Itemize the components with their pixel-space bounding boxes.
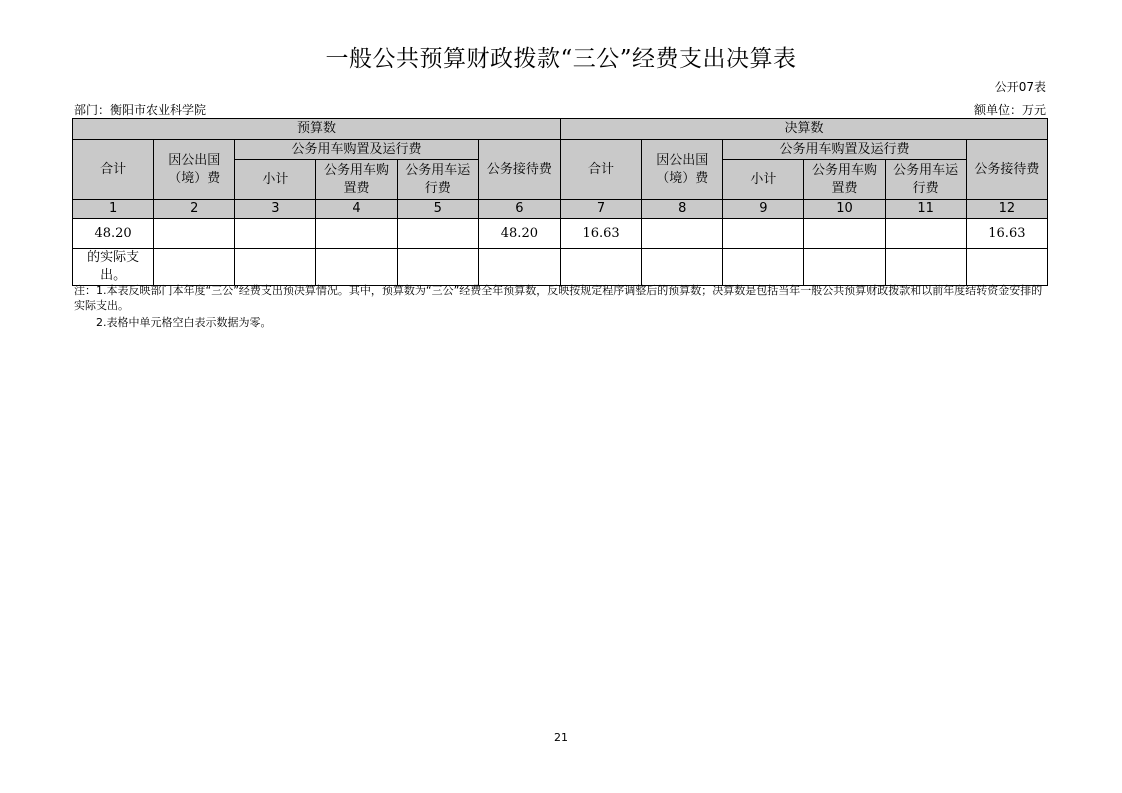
budget-reception-header: 公务接待费	[478, 140, 560, 200]
department-label: 部门：衡阳市农业科学院	[74, 103, 207, 117]
final-abroad-header: 因公出国（境）费	[642, 140, 723, 200]
budget-vehicle-group-header: 公务用车购置及运行费	[235, 140, 478, 160]
empty-cell	[642, 249, 723, 286]
column-index: 7	[560, 200, 641, 219]
budget-total-header: 合计	[73, 140, 154, 200]
empty-cell	[804, 249, 885, 286]
page-title: 一般公共预算财政拨款“三公”经费支出决算表	[325, 46, 797, 72]
budget-vehicle-purchase-value	[316, 219, 397, 249]
column-index: 2	[154, 200, 235, 219]
final-group-header: 决算数	[560, 119, 1047, 140]
budget-vehicle-operation-value	[397, 219, 478, 249]
budget-vehicle-operation-header: 公务用车运行费	[397, 160, 478, 200]
final-vehicle-purchase-value	[804, 219, 885, 249]
budget-group-header: 预算数	[73, 119, 561, 140]
column-index: 4	[316, 200, 397, 219]
empty-cell	[316, 249, 397, 286]
final-subtotal-header: 小计	[723, 160, 804, 200]
empty-cell	[885, 249, 966, 286]
column-index: 3	[235, 200, 316, 219]
column-index: 9	[723, 200, 804, 219]
final-vehicle-group-header: 公务用车购置及运行费	[723, 140, 966, 160]
final-total-header: 合计	[560, 140, 641, 200]
budget-abroad-value	[154, 219, 235, 249]
column-index: 10	[804, 200, 885, 219]
column-index: 12	[966, 200, 1047, 219]
empty-cell	[723, 249, 804, 286]
form-number: 公开07表	[994, 80, 1046, 94]
page-number: 21	[554, 731, 568, 744]
final-abroad-value	[642, 219, 723, 249]
empty-cell	[560, 249, 641, 286]
empty-cell	[154, 249, 235, 286]
final-reception-value: 16.63	[966, 219, 1047, 249]
budget-abroad-header: 因公出国（境）费	[154, 140, 235, 200]
empty-cell	[478, 249, 560, 286]
final-vehicle-purchase-header: 公务用车购置费	[804, 160, 885, 200]
empty-cell	[966, 249, 1047, 286]
final-total-value: 16.63	[560, 219, 641, 249]
budget-subtotal-header: 小计	[235, 160, 316, 200]
budget-total-value: 48.20	[73, 219, 154, 249]
overflow-note-text: 的实际支出。	[73, 249, 154, 286]
budget-reception-value: 48.20	[478, 219, 560, 249]
empty-cell	[397, 249, 478, 286]
final-reception-header: 公务接待费	[966, 140, 1047, 200]
table-row	[73, 219, 1048, 249]
three-public-expenses-table	[72, 118, 1048, 286]
column-index: 5	[397, 200, 478, 219]
final-subtotal-value	[723, 219, 804, 249]
final-vehicle-operation-header: 公务用车运行费	[885, 160, 966, 200]
empty-cell	[235, 249, 316, 286]
column-index: 6	[478, 200, 560, 219]
column-index: 11	[885, 200, 966, 219]
column-index-row	[73, 200, 1048, 219]
table-row	[73, 249, 1048, 286]
column-index: 1	[73, 200, 154, 219]
final-vehicle-operation-value	[885, 219, 966, 249]
column-index: 8	[642, 200, 723, 219]
notes-section	[74, 283, 1049, 330]
note-1: 注：1.本表反映部门本年度“三公”经费支出预决算情况。其中，预算数为“三公”经费全年预算数，反映按规定程序调整后的预算数；决算数是包括当年一般公共预算财政拨款和以前年度结转资金安排的实际支出。	[74, 284, 1043, 312]
budget-vehicle-purchase-header: 公务用车购置费	[316, 160, 397, 200]
note-2: 2.表格中单元格空白表示数据为零。	[96, 316, 272, 329]
unit-label: 额单位：万元	[973, 103, 1046, 117]
budget-subtotal-value	[235, 219, 316, 249]
